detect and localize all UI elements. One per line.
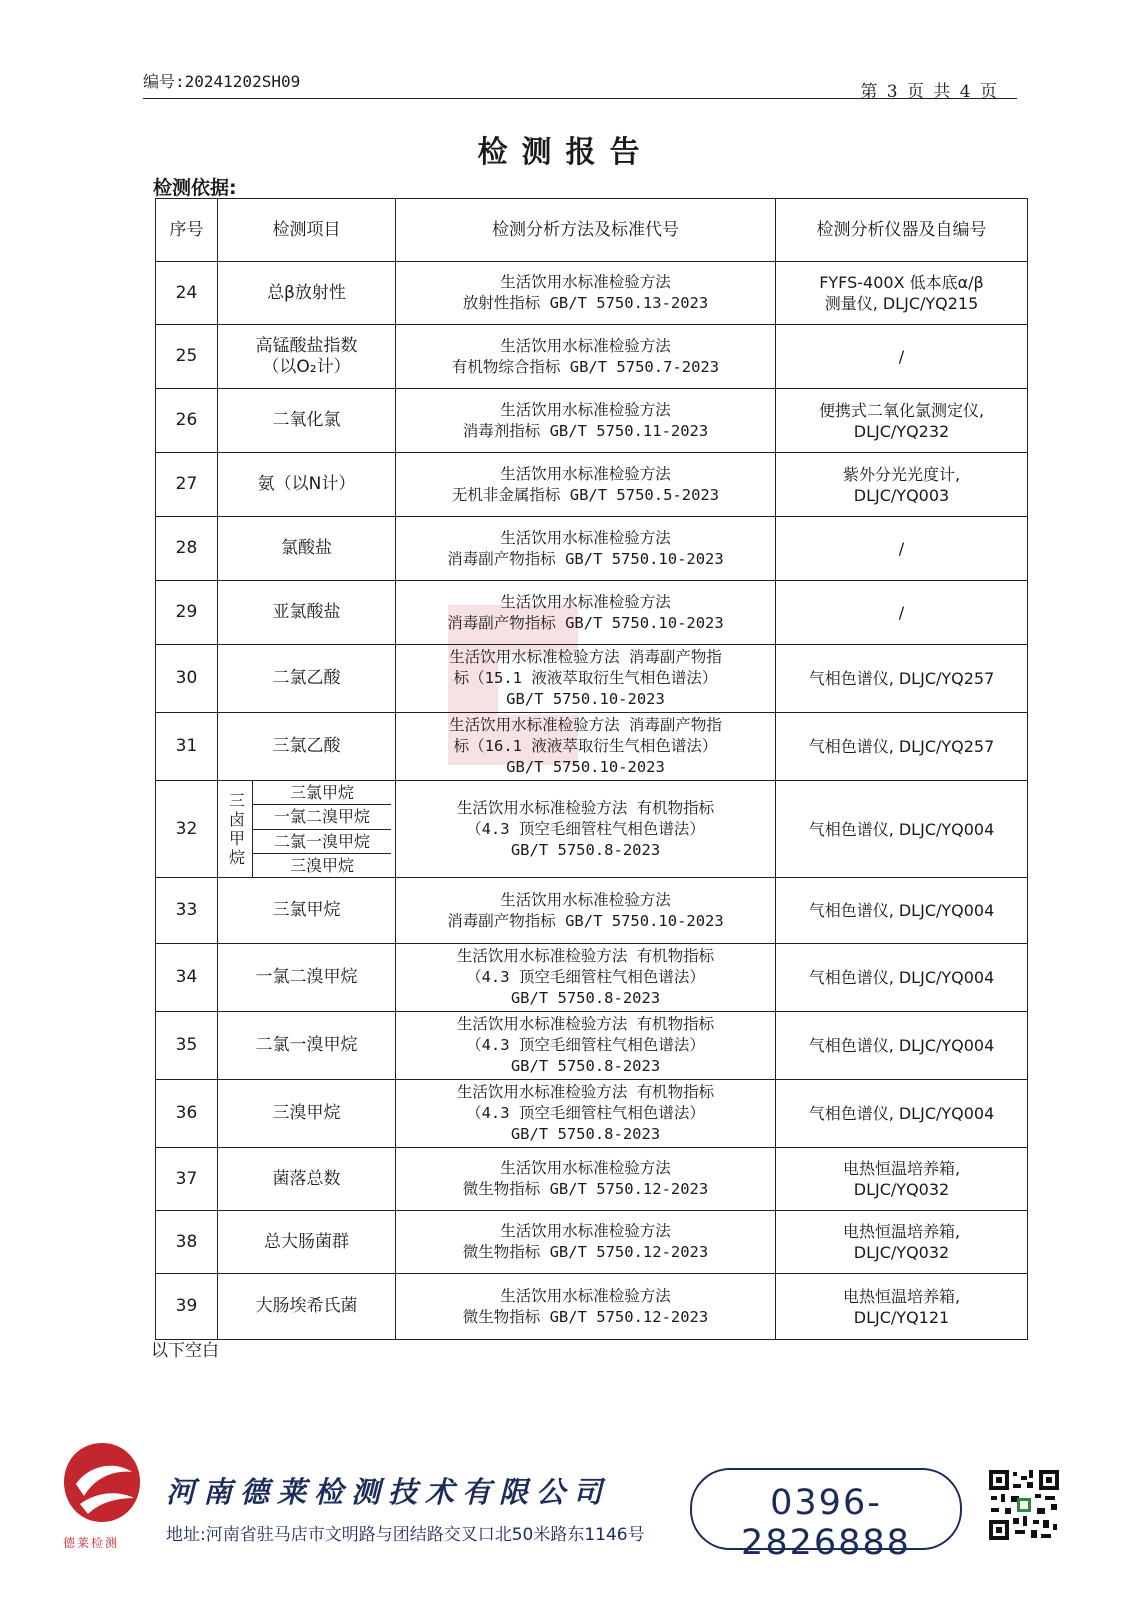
row-item: 亚氯酸盐 [218, 581, 396, 645]
report-number: 编号:20241202SH09 [143, 72, 301, 91]
table-row [156, 1012, 1028, 1080]
group-label [222, 781, 253, 877]
group-char: 烷 [228, 848, 245, 867]
row-instrument [776, 453, 1028, 517]
row-method [396, 581, 776, 645]
method-line: 生活饮用水标准检验方法 有机物指标 [456, 1015, 715, 1033]
basis-label: 检测依据: [153, 177, 237, 199]
row-method [396, 453, 776, 517]
instrument-line: DLJC/YQ232 [853, 421, 950, 441]
instrument-line: DLJC/YQ121 [853, 1307, 950, 1327]
row-no: 32 [156, 781, 218, 878]
row-no: 24 [156, 262, 218, 325]
row-item: 二氧化氯 [218, 389, 396, 453]
method-line: 放射性指标 GB/T 5750.13-2023 [462, 294, 709, 312]
instrument-line: DLJC/YQ032 [853, 1180, 950, 1199]
row-method [396, 645, 776, 713]
col-header-method: 检测分析方法及标准代号 [396, 199, 776, 262]
row-no: 30 [156, 645, 218, 713]
table-row [156, 262, 1028, 325]
group-sub-item: 三氯甲烷 [253, 781, 391, 805]
instrument-line: DLJC/YQ032 [853, 1243, 950, 1262]
col-header-instrument: 检测分析仪器及自编号 [776, 199, 1028, 262]
method-line: 生活饮用水标准检验方法 有机物指标 [456, 947, 715, 965]
method-line: 标（15.1 液液萃取衍生气相色谱法） [453, 669, 718, 687]
row-method [396, 944, 776, 1012]
table-row [156, 1148, 1028, 1211]
method-line: 生活饮用水标准检验方法 [500, 1286, 671, 1305]
method-line: 标（16.1 液液萃取衍生气相色谱法） [453, 737, 718, 755]
company-logo-icon [62, 1438, 142, 1528]
method-line: （4.3 顶空毛细管柱气相色谱法） [466, 1036, 705, 1054]
method-line: 生活饮用水标准检验方法 有机物指标 [456, 798, 715, 817]
instrument-line: FYFS-400X 低本底α/β [819, 273, 984, 292]
method-line: GB/T 5750.10-2023 [506, 758, 665, 776]
row-method [396, 878, 776, 944]
row-instrument: 气相色谱仪, DLJC/YQ257 [776, 645, 1028, 713]
qr-code-icon [987, 1468, 1061, 1542]
table-row [156, 325, 1028, 389]
method-line: 消毒副产物指标 GB/T 5750.10-2023 [447, 911, 724, 930]
method-line: 生活饮用水标准检验方法 有机物指标 [456, 1083, 715, 1101]
table-row [156, 878, 1028, 944]
row-no: 28 [156, 517, 218, 581]
row-instrument: 气相色谱仪, DLJC/YQ257 [776, 713, 1028, 781]
method-line: GB/T 5750.8-2023 [510, 1057, 661, 1075]
row-no: 38 [156, 1211, 218, 1274]
row-method [396, 1274, 776, 1340]
row-no: 29 [156, 581, 218, 645]
method-line: （4.3 顶空毛细管柱气相色谱法） [466, 1104, 705, 1122]
row-instrument: / [776, 517, 1028, 581]
method-line: GB/T 5750.10-2023 [506, 690, 665, 708]
instrument-line: 电热恒温培养箱, [842, 1222, 961, 1241]
row-method [396, 262, 776, 325]
method-line: 无机非金属指标 GB/T 5750.5-2023 [451, 485, 720, 504]
table-row [156, 645, 1028, 713]
method-line: GB/T 5750.8-2023 [510, 1125, 661, 1143]
row-no: 39 [156, 1274, 218, 1340]
method-line: 微生物指标 GB/T 5750.12-2023 [462, 1243, 709, 1261]
company-address: 地址:河南省驻马店市文明路与团结路交叉口北50米路东1146号 [166, 1525, 645, 1545]
logo-text: 德莱检测 [63, 1536, 120, 1550]
method-line: GB/T 5750.8-2023 [510, 840, 661, 859]
method-line: 生活饮用水标准检验方法 [500, 890, 671, 909]
group-char: 三 [228, 791, 245, 810]
row-method [396, 389, 776, 453]
row-no: 26 [156, 389, 218, 453]
method-line: 消毒剂指标 GB/T 5750.11-2023 [462, 421, 709, 440]
row-no: 31 [156, 713, 218, 781]
row-instrument [776, 262, 1028, 325]
method-line: 消毒副产物指标 GB/T 5750.10-2023 [447, 549, 724, 568]
method-line: （4.3 顶空毛细管柱气相色谱法） [466, 819, 705, 838]
row-no: 33 [156, 878, 218, 944]
instrument-line: 电热恒温培养箱, [842, 1159, 961, 1178]
table-row [156, 944, 1028, 1012]
table-row [156, 1211, 1028, 1274]
method-line: 生活饮用水标准检验方法 [500, 273, 671, 291]
method-line: GB/T 5750.8-2023 [510, 989, 661, 1007]
instrument-line: DLJC/YQ003 [853, 485, 950, 505]
method-line: 生活饮用水标准检验方法 [500, 336, 671, 355]
row-item [218, 325, 396, 389]
row-no: 27 [156, 453, 218, 517]
method-line: 消毒副产物指标 GB/T 5750.10-2023 [447, 613, 724, 632]
item-line: （以O₂计） [262, 356, 351, 377]
group-sub-item: 一氯二溴甲烷 [253, 805, 391, 829]
row-instrument: / [776, 581, 1028, 645]
row-method [396, 781, 776, 878]
row-instrument [776, 389, 1028, 453]
row-no: 36 [156, 1080, 218, 1148]
row-instrument: 气相色谱仪, DLJC/YQ004 [776, 878, 1028, 944]
row-instrument: 气相色谱仪, DLJC/YQ004 [776, 781, 1028, 878]
row-item: 二氯乙酸 [218, 645, 396, 713]
row-item: 氯酸盐 [218, 517, 396, 581]
header-divider [143, 98, 1017, 99]
company-phone: 0396-2826888 [741, 1483, 911, 1563]
group-char: 甲 [228, 829, 245, 848]
row-no: 34 [156, 944, 218, 1012]
row-no: 25 [156, 325, 218, 389]
row-method [396, 713, 776, 781]
row-no: 35 [156, 1012, 218, 1080]
row-instrument [776, 1274, 1028, 1340]
group-sub-item: 二氯一溴甲烷 [253, 830, 391, 854]
row-item: 一氯二溴甲烷 [218, 944, 396, 1012]
table-row [156, 781, 1028, 878]
table-row [156, 453, 1028, 517]
instrument-line: 电热恒温培养箱, [842, 1286, 961, 1306]
row-instrument: 气相色谱仪, DLJC/YQ004 [776, 1012, 1028, 1080]
row-instrument: 气相色谱仪, DLJC/YQ004 [776, 1080, 1028, 1148]
row-item-group [218, 781, 396, 878]
method-line: 生活饮用水标准检验方法 [500, 528, 671, 547]
basis-table [155, 198, 1028, 1340]
method-line: 生活饮用水标准检验方法 [500, 464, 671, 483]
footer [0, 1428, 1131, 1588]
col-header-item: 检测项目 [218, 199, 396, 262]
table-row [156, 517, 1028, 581]
row-item: 三氯甲烷 [218, 878, 396, 944]
blank-note: 以下空白 [151, 1341, 219, 1361]
row-item: 菌落总数 [218, 1148, 396, 1211]
row-method [396, 517, 776, 581]
col-header-no: 序号 [156, 199, 218, 262]
row-method [396, 1080, 776, 1148]
instrument-line: 测量仪, DLJC/YQ215 [824, 294, 979, 313]
table-row [156, 581, 1028, 645]
company-name: 河南德莱检测技术有限公司 [166, 1475, 611, 1509]
row-item: 总β放射性 [218, 262, 396, 325]
method-line: 微生物指标 GB/T 5750.12-2023 [462, 1180, 709, 1198]
group-sub-item: 三溴甲烷 [289, 855, 354, 875]
row-method [396, 1211, 776, 1274]
row-item: 三溴甲烷 [218, 1080, 396, 1148]
method-line: 有机物综合指标 GB/T 5750.7-2023 [451, 357, 720, 376]
method-line: （4.3 顶空毛细管柱气相色谱法） [466, 968, 705, 986]
table-row [156, 1274, 1028, 1340]
page-title: 检测报告 [477, 135, 654, 170]
row-instrument [776, 1211, 1028, 1274]
item-line: 高锰酸盐指数 [255, 335, 358, 356]
method-line: 生活饮用水标准检验方法 [500, 1222, 671, 1240]
row-method [396, 325, 776, 389]
row-item: 总大肠菌群 [218, 1211, 396, 1274]
table-row [156, 1080, 1028, 1148]
table-row [156, 713, 1028, 781]
table-header-row [156, 199, 1028, 262]
row-instrument [776, 1148, 1028, 1211]
instrument-line: 紫外分光光度计, [842, 464, 961, 484]
page-info: 第 3 页 共 4 页 [860, 82, 999, 102]
method-line: 生活饮用水标准检验方法 [500, 1159, 671, 1177]
row-instrument: / [776, 325, 1028, 389]
method-line: 生活饮用水标准检验方法 [500, 400, 671, 419]
method-line: 微生物指标 GB/T 5750.12-2023 [462, 1307, 709, 1326]
row-method [396, 1012, 776, 1080]
method-line: 生活饮用水标准检验方法 消毒副产物指 [449, 648, 722, 666]
row-method [396, 1148, 776, 1211]
row-instrument: 气相色谱仪, DLJC/YQ004 [776, 944, 1028, 1012]
row-item: 大肠埃希氏菌 [218, 1274, 396, 1340]
method-line: 生活饮用水标准检验方法 [500, 592, 671, 611]
instrument-line: 便携式二氧化氯测定仪, [818, 400, 985, 420]
row-item: 三氯乙酸 [218, 713, 396, 781]
table-row [156, 389, 1028, 453]
row-no: 37 [156, 1148, 218, 1211]
row-item: 氨（以N计） [218, 453, 396, 517]
group-char: 卤 [228, 810, 245, 829]
row-item: 二氯一溴甲烷 [218, 1012, 396, 1080]
method-line: 生活饮用水标准检验方法 消毒副产物指 [449, 716, 722, 734]
